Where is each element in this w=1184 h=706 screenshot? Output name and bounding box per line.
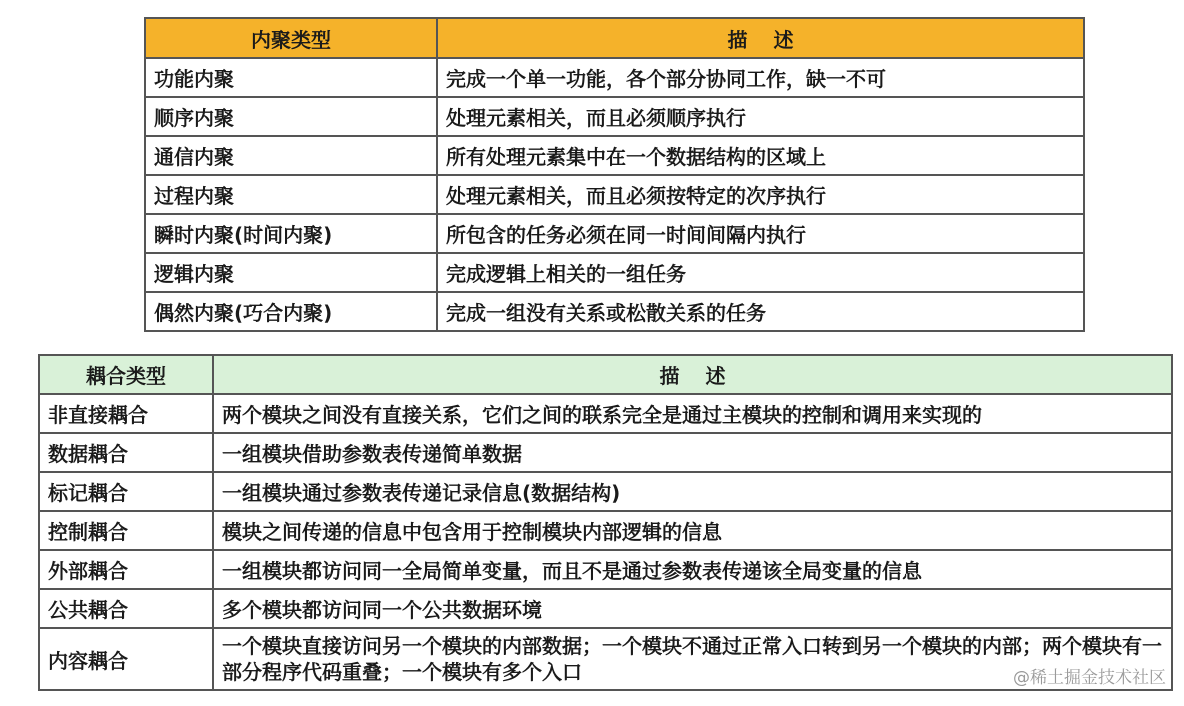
cohesion-type-cell: 功能内聚 — [145, 58, 437, 97]
coupling-desc-cell: 多个模块都访问同一个公共数据环境 — [213, 589, 1172, 628]
cohesion-desc-cell: 所有处理元素集中在一个数据结构的区域上 — [437, 136, 1084, 175]
cohesion-type-cell: 瞬时内聚(时间内聚) — [145, 214, 437, 253]
table-row — [39, 472, 1172, 511]
coupling-type-header: 耦合类型 — [39, 355, 213, 394]
cohesion-desc-cell: 完成逻辑上相关的一组任务 — [437, 253, 1084, 292]
coupling-type-cell: 非直接耦合 — [39, 394, 213, 433]
coupling-header-row — [39, 355, 1172, 394]
coupling-type-cell: 外部耦合 — [39, 550, 213, 589]
table-row — [39, 394, 1172, 433]
table-row — [145, 292, 1084, 331]
table-row — [39, 589, 1172, 628]
cohesion-header-row — [145, 18, 1084, 58]
cohesion-type-cell: 过程内聚 — [145, 175, 437, 214]
table-row — [39, 511, 1172, 550]
cohesion-desc-cell: 处理元素相关，而且必须顺序执行 — [437, 97, 1084, 136]
table-row — [145, 97, 1084, 136]
cohesion-type-cell: 偶然内聚(巧合内聚) — [145, 292, 437, 331]
coupling-desc-cell: 一组模块借助参数表传递简单数据 — [213, 433, 1172, 472]
table-row — [145, 58, 1084, 97]
table-row — [145, 175, 1084, 214]
coupling-desc-cell: 一个模块直接访问另一个模块的内部数据；一个模块不通过正常入口转到另一个模块的内部；两个模块有一部分程序代码重叠；一个模块有多个入口 — [213, 628, 1172, 690]
cohesion-desc-cell: 完成一组没有关系或松散关系的任务 — [437, 292, 1084, 331]
coupling-type-cell: 标记耦合 — [39, 472, 213, 511]
coupling-desc-header: 描述 — [213, 355, 1172, 394]
table-row — [39, 433, 1172, 472]
watermark: @稀土掘金技术社区 — [1013, 668, 1166, 688]
cohesion-type-cell: 逻辑内聚 — [145, 253, 437, 292]
coupling-desc-cell: 一组模块通过参数表传递记录信息(数据结构) — [213, 472, 1172, 511]
cohesion-desc-cell: 处理元素相关，而且必须按特定的次序执行 — [437, 175, 1084, 214]
cohesion-desc-cell: 完成一个单一功能，各个部分协同工作，缺一不可 — [437, 58, 1084, 97]
coupling-type-cell: 内容耦合 — [39, 628, 213, 690]
cohesion-type-cell: 通信内聚 — [145, 136, 437, 175]
cohesion-desc-header: 描述 — [437, 18, 1084, 58]
table-row — [39, 628, 1172, 690]
coupling-type-cell: 控制耦合 — [39, 511, 213, 550]
cohesion-table — [144, 17, 1085, 332]
coupling-desc-cell: 模块之间传递的信息中包含用于控制模块内部逻辑的信息 — [213, 511, 1172, 550]
cohesion-desc-cell: 所包含的任务必须在同一时间间隔内执行 — [437, 214, 1084, 253]
table-row — [145, 253, 1084, 292]
table-row — [145, 136, 1084, 175]
table-row — [145, 214, 1084, 253]
coupling-desc-cell: 两个模块之间没有直接关系，它们之间的联系完全是通过主模块的控制和调用来实现的 — [213, 394, 1172, 433]
coupling-type-cell: 公共耦合 — [39, 589, 213, 628]
coupling-desc-cell: 一组模块都访问同一全局简单变量，而且不是通过参数表传递该全局变量的信息 — [213, 550, 1172, 589]
coupling-table — [38, 354, 1173, 691]
cohesion-type-cell: 顺序内聚 — [145, 97, 437, 136]
coupling-type-cell: 数据耦合 — [39, 433, 213, 472]
table-row — [39, 550, 1172, 589]
cohesion-type-header: 内聚类型 — [145, 18, 437, 58]
